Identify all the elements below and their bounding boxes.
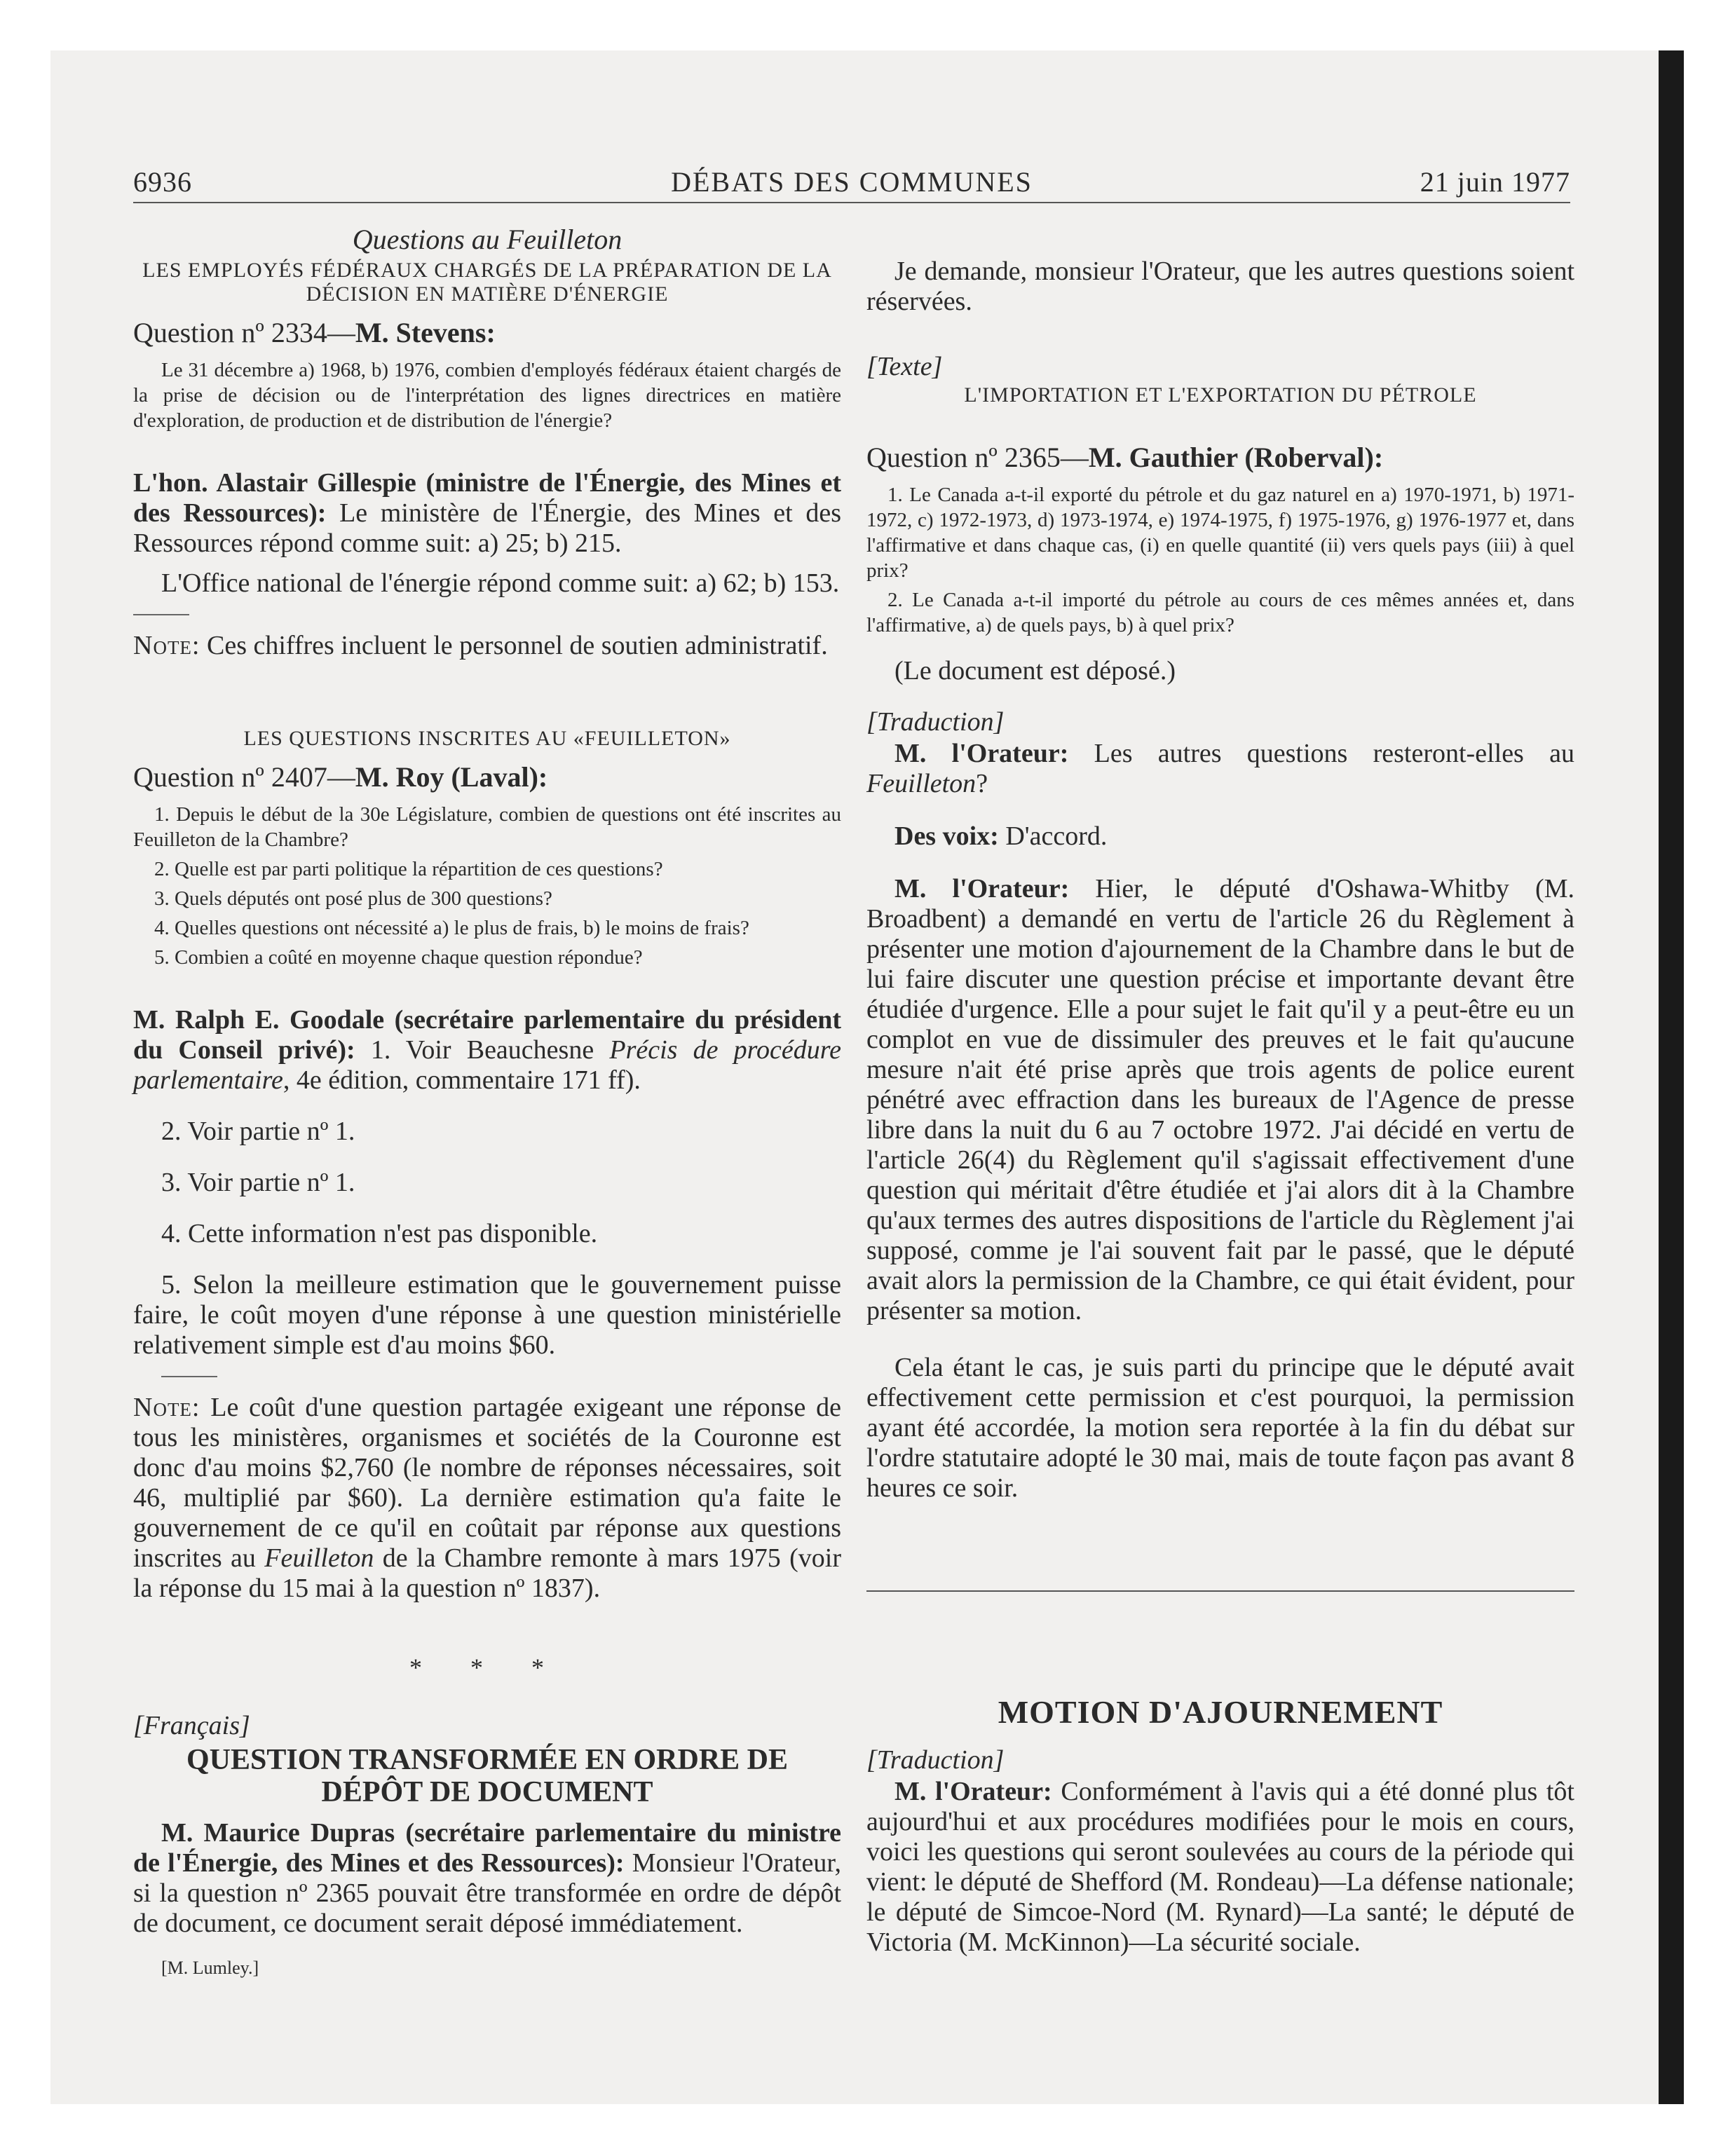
answer-item: 2. Voir partie nº 1. — [161, 1117, 355, 1146]
section-separator: * * * — [409, 1653, 565, 1681]
question-heading: LES EMPLOYÉS FÉDÉRAUX CHARGÉS DE LA PRÉPARATION DE LA DÉCISION EN MATIÈRE D'ÉNERGIE — [142, 259, 832, 306]
orateur-ruling-2: Cela étant le cas, je suis parti du principe que le député avait effectivement cette permission et c'est pourquoi, la permission ayant été accordée, la motion sera reportée à la fin du débat sur l'ordre statutaire adopté le 30 mai, mais de toute façon pas avant 8 heures ce soir. — [866, 1353, 1574, 1503]
question-number: Question nº 2334— — [133, 317, 355, 348]
speaker-name: M. l'Orateur: — [894, 1777, 1052, 1806]
section-title: Questions au Feuilleton — [352, 224, 622, 255]
short-divider — [133, 614, 189, 615]
note-label: Note: — [133, 1393, 200, 1422]
orateur-ruling — [866, 874, 1574, 1326]
answer-text: Le ministère de l'Énergie, des Mines et des Ressources répond comme suit: a) 25; b) 215. — [133, 498, 841, 558]
question-item: 2. Quelle est par parti politique la répartition de ces questions? — [154, 858, 663, 880]
answer-item: 3. Voir partie nº 1. — [161, 1168, 355, 1197]
language-tag: [Traduction] — [866, 1745, 1005, 1775]
speaker-name: L'hon. Alastair Gillespie (ministre de l'Énergie, des Mines et des Ressources): — [133, 468, 841, 528]
question-item: 5. Combien a coûté en moyenne chaque question répondue? — [154, 946, 643, 969]
publication-title: DÉBATS DES COMMUNES — [671, 166, 1033, 198]
note-label: Note: — [133, 631, 200, 660]
speaker-name: M. l'Orateur: — [894, 739, 1069, 768]
question-item: 4. Quelles questions ont nécessité a) le plus de frais, b) le moins de frais? — [154, 917, 749, 939]
voices-paragraph — [866, 821, 1574, 852]
question-item: 1. Le Canada a-t-il exporté du pétrole et du gaz naturel en a) 1970-1971, b) 1971-1972, c) 1972-1973, d) 1973-1974, e) 1974-1975, f) 1975-1976, g) 1976-1977 et, dans l'affirmative et dans chaque cas, (i) en quelle quantité (ii) vers quels pays (iii) à quel prix? — [866, 484, 1574, 582]
question-line — [133, 318, 841, 348]
speech-text: Hier, le député d'Oshawa-Whitby (M. Broadbent) a demandé en vertu de l'article 26 du Règlement à présenter une motion d'ajournement de la Chambre dans le but de lui faire discuter une question précise et importante devant être étudiée d'urgence. Elle a pour sujet le fait qu'il y a peut-être eu un complot en vue de dissimuler des preuves et le fait qu'aucune mesure n'ait été prise après que trois agents de police eurent pénétré avec effraction dans les bureaux de l'Agence de presse libre dans la nuit du 6 au 7 octobre 1972. J'ai décidé en vertu de l'article 26(4) du Règlement qu'il s'agissait effectivement d'une question qui méritait d'être étudiée et j'ai alors dit à la Chambre qu'aux termes des autres dispositions de l'article du Règlement j'ai supposé, comme je l'ai souvent fait par le passé, que le député avait alors la permission de la Chambre, ce qui était évident, pour présenter sa motion. — [866, 874, 1574, 1325]
speech-text: Conformément à l'avis qui a été donné plus tôt aujourd'hui et aux procédures modifiées pour le mois en cours, voici les questions qui seront soulevées au cours de la période qui vient: le député de Shefford (M. Rondeau)—La défense nationale; le député de Simcoe-Nord (M. Rynard)—La santé; le député de Victoria (M. McKinnon)—La sécurité sociale. — [866, 1777, 1574, 1957]
question-number: Question nº 2407— — [133, 761, 355, 793]
section-heading: QUESTION TRANSFORMÉE EN ORDRE DE DÉPÔT DE DOCUMENT — [186, 1744, 789, 1808]
header-rule — [133, 202, 1570, 203]
question-number: Question nº 2365— — [866, 442, 1089, 473]
short-divider — [161, 1376, 217, 1377]
question-item: 1. Depuis le début de la 30e Législature, combien de questions ont été inscrites au Feuilleton de la Chambre? — [133, 803, 841, 851]
left-column — [133, 224, 841, 1983]
question-author: M. Gauthier (Roberval): — [1088, 442, 1384, 473]
orateur-paragraph — [866, 739, 1574, 799]
speaker-name: Des voix: — [894, 821, 999, 851]
language-tag: [Traduction] — [866, 707, 1005, 737]
note-italic: Feuilleton — [264, 1543, 374, 1573]
page-header — [133, 165, 1570, 207]
intro-paragraph: Je demande, monsieur l'Orateur, que les autres questions soient réservées. — [866, 257, 1574, 316]
note-text: Ces chiffres incluent le personnel de soutien administratif. — [200, 631, 828, 660]
speech-text: ? — [976, 769, 988, 798]
answer-paragraph — [133, 468, 841, 559]
question-heading: LES QUESTIONS INSCRITES AU «FEUILLETON» — [243, 727, 731, 750]
dupras-paragraph — [133, 1818, 841, 1939]
note-text: de la Chambre remonte à mars 1975 (voir la réponse du 15 mai à la question nº 1837). — [133, 1543, 841, 1603]
page-number: 6936 — [133, 166, 192, 198]
tabled-note: (Le document est déposé.) — [894, 656, 1176, 685]
scan-edge — [1659, 50, 1684, 2104]
question-author: M. Roy (Laval): — [355, 761, 548, 793]
answer-text: 1. Voir Beauchesne — [355, 1035, 610, 1065]
note — [133, 1393, 841, 1604]
speech-italic: Feuilleton — [866, 769, 977, 798]
language-tag: [Texte] — [866, 352, 943, 381]
question-line — [133, 762, 841, 792]
answer-item: 5. Selon la meilleure estimation que le gouvernement puisse faire, le coût moyen d'une réponse à une question ministérielle relativement simple est d'au moins $60. — [133, 1270, 841, 1360]
answer-paragraph-2: L'Office national de l'énergie répond comme suit: a) 62; b) 153. — [161, 568, 840, 598]
question-line — [866, 442, 1574, 472]
speaker-name: M. Maurice Dupras (secrétaire parlementaire du ministre de l'Énergie, des Mines et des Ressources): — [133, 1818, 841, 1878]
speech-text: D'accord. — [998, 821, 1108, 851]
book-title: Précis de procédure parlementaire — [133, 1035, 841, 1095]
orateur-announcement — [866, 1777, 1574, 1958]
right-column — [866, 257, 1574, 1967]
section-heading: MOTION D'AJOURNEMENT — [998, 1694, 1443, 1730]
note — [133, 631, 841, 661]
speaker-name: M. l'Orateur: — [894, 874, 1070, 903]
answer-text: , 4e édition, commentaire 171 ff). — [283, 1065, 641, 1095]
question-author: M. Stevens: — [355, 317, 496, 348]
speech-text: Monsieur l'Orateur, si la question nº 2365 pouvait être transformée en ordre de dépôt de document, ce document serait déposé immédiatement. — [133, 1848, 842, 1938]
answer-item: 4. Cette information n'est pas disponible. — [161, 1219, 598, 1248]
answer-paragraph — [133, 1005, 841, 1096]
language-tag: [Français] — [133, 1711, 250, 1740]
question-item: 3. Quels députés ont posé plus de 300 questions? — [154, 887, 552, 910]
question-heading: L'IMPORTATION ET L'EXPORTATION DU PÉTROLE — [964, 383, 1477, 407]
publication-date: 21 juin 1977 — [1420, 166, 1570, 198]
question-text: Le 31 décembre a) 1968, b) 1976, combien d'employés fédéraux étaient chargés de la prise de décision ou de l'interprétation des lignes directrices en matière d'exploration, de production et de distribution de l'énergie? — [133, 359, 841, 432]
question-item: 2. Le Canada a-t-il importé du pétrole au cours de ces mêmes années et, dans l'affirmative, a) de quels pays, b) à quel prix? — [866, 589, 1574, 636]
page-footer-note: [M. Lumley.] — [161, 1958, 259, 1978]
speaker-name: M. Ralph E. Goodale (secrétaire parlementaire du président du Conseil privé): — [133, 1005, 841, 1065]
speech-text: Les autres questions resteront-elles au — [1068, 739, 1574, 768]
note-text: Le coût d'une question partagée exigeant une réponse de tous les ministères, organismes et sociétés de la Couronne est donc d'au moins $2,760 (le nombre de réponses nécessaires, soit 46, multiplié par $60). La dernière estimation qu'a faite le gouvernement de ce qu'il en coûtait par réponse aux questions inscrites au — [133, 1393, 841, 1573]
